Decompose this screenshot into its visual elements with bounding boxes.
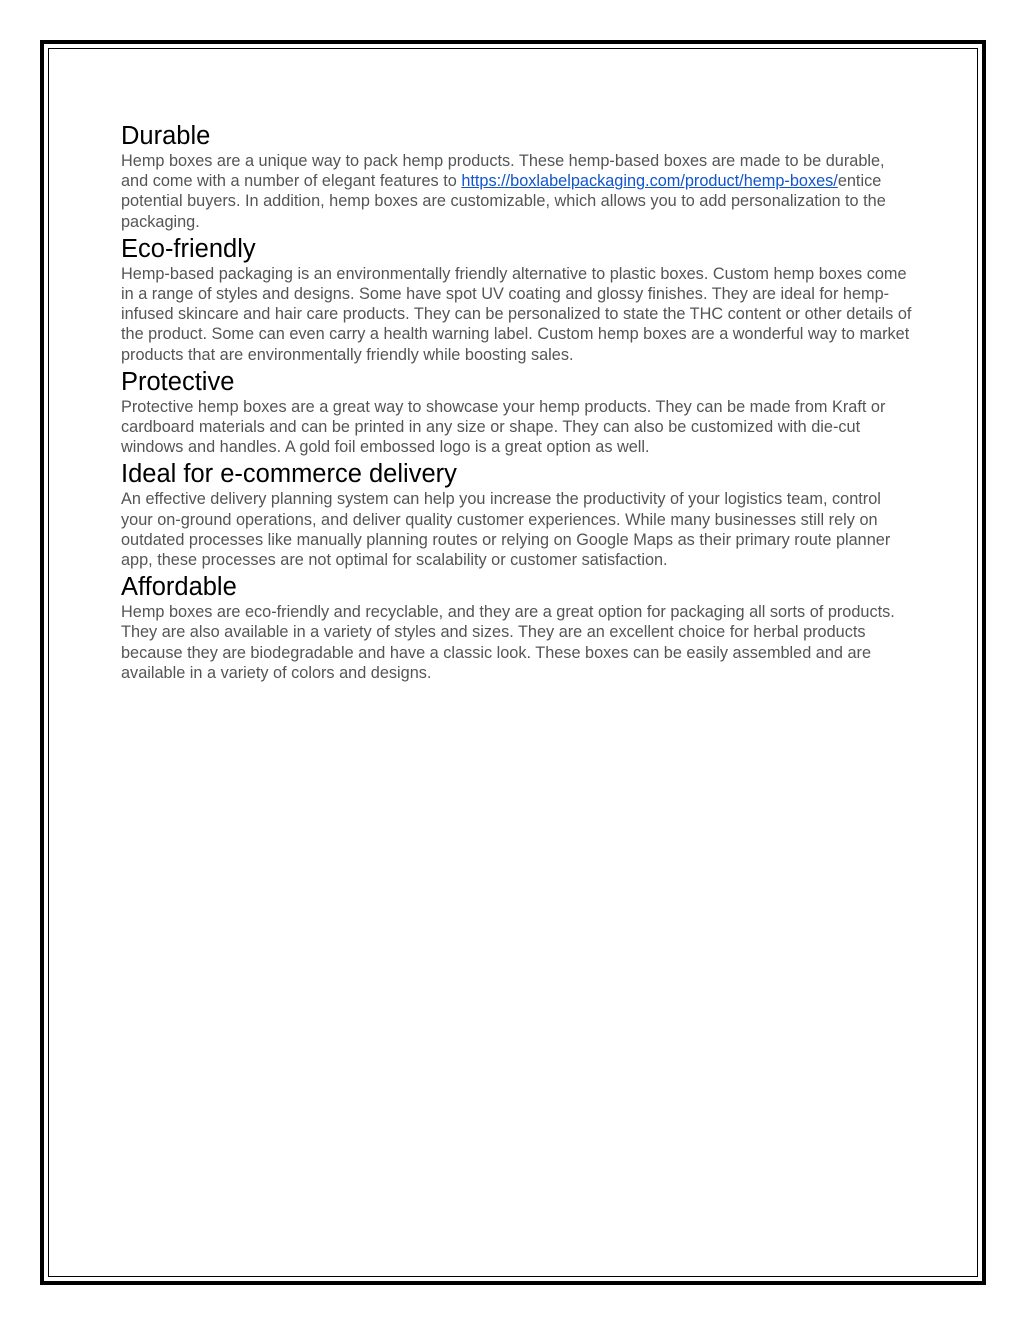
section-heading-eco-friendly: Eco-friendly	[121, 234, 256, 263]
section-body-eco-friendly: Hemp-based packaging is an environmentally friendly alternative to plastic boxes. Custom hemp boxes come in a range of styles and designs. Some have spot UV coating and glossy finishes. They are ideal for hemp-infused skincare and hair care products. They can be personalized to state the THC content or other details of the product. Some can even carry a health warning label. Custom hemp boxes are a wonderful way to market products that are environmentally friendly while boosting sales.	[121, 264, 912, 364]
section-body-durable-text-2: entice potential buyers. In addition, hemp boxes are customizable, which allows you to add personalization to the packaging.	[121, 172, 886, 231]
section-body-affordable: Hemp boxes are eco-friendly and recyclable, and they are a great option for packaging all sorts of products. They are also available in a variety of styles and sizes. They are an excellent choice for herbal products because they are biodegradable and have a classic look. These boxes can be easily assembled and are available in a variety of colors and designs.	[121, 603, 895, 682]
document-content	[121, 121, 913, 685]
section-body-ecommerce: An effective delivery planning system can help you increase the productivity of your logistics team, control your on-ground operations, and deliver quality customer experiences. While many businesses still rely on outdated processes like manually planning routes or relying on Google Maps as their primary route planner app, these processes are not optimal for scalability or customer satisfaction.	[121, 490, 891, 570]
section-heading-durable: Durable	[121, 122, 211, 150]
section-body-durable	[121, 151, 913, 232]
section-heading-protective: Protective	[121, 367, 235, 396]
section-heading-ecommerce: Ideal for e-commerce delivery	[121, 460, 457, 489]
section-heading-affordable: Affordable	[121, 573, 237, 602]
section-body-durable-text-1: Hemp boxes are a unique way to pack hemp products. These hemp-based boxes are made to be durable, and come with a number of elegant features to	[121, 152, 885, 191]
hemp-boxes-link[interactable]: https://boxlabelpackaging.com/product/hemp-boxes/	[461, 172, 838, 191]
section-body-protective: Protective hemp boxes are a great way to showcase your hemp products. They can be made from Kraft or cardboard materials and can be printed in any size or shape. They can also be customized with die-cut windows and handles. A gold foil embossed logo is a great option as well.	[121, 397, 886, 457]
